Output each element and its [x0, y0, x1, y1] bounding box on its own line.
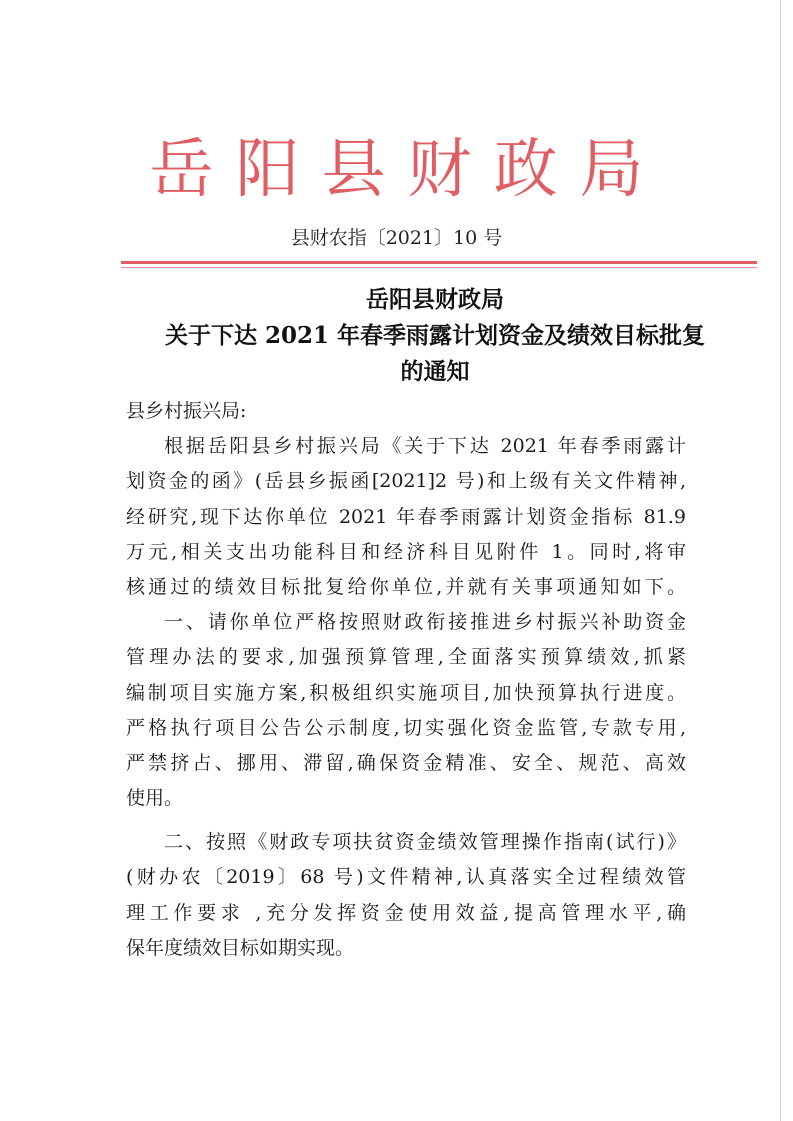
red-letterhead: 岳阳县财政局 [149, 133, 666, 207]
paragraph-line: 经研究,现下达你单位 2021 年春季雨露计划资金指标 81.9 [126, 505, 686, 528]
paragraph-line: 理工作要求 ,充分发挥资金使用效益,提高管理水平,确 [126, 901, 686, 924]
document-body [126, 394, 686, 966]
paragraph-line: 二、按照《财政专项扶贫资金绩效管理操作指南(试行)》 [164, 831, 686, 854]
title-line-suffix: 的通知 [400, 358, 470, 385]
red-separator-line [121, 261, 757, 264]
red-separator-line-thin [121, 267, 757, 268]
paragraph-1 [126, 429, 686, 605]
paragraph-line: 严格执行项目公告公示制度,切实强化资金监管,专款专用, [126, 716, 686, 739]
paragraph-line: 严禁挤占、挪用、滞留,确保资金精准、安全、规范、高效 [126, 751, 686, 774]
paragraph-line: 管理办法的要求,加强预算管理,全面落实预算绩效,抓紧 [126, 646, 686, 669]
paragraph-line: 编制项目实施方案,积极组织实施项目,加快预算执行进度。 [126, 681, 686, 704]
paragraph-line: 保年度绩效目标如期实现。 [126, 936, 355, 959]
paragraph-3 [126, 825, 686, 966]
document-title [125, 282, 745, 390]
document-number: 县财农指〔2021〕10 号 [290, 227, 503, 249]
paragraph-2 [126, 605, 686, 816]
title-line-subject: 关于下达 2021 年春季雨露计划资金及绩效目标批复 [164, 322, 706, 349]
paragraph-line: 一、请你单位严格按照财政衔接推进乡村振兴补助资金 [164, 611, 686, 634]
paragraph-line: 划资金的函》(岳县乡振函[2021]2 号)和上级有关文件精神, [126, 470, 686, 493]
scan-edge-line [780, 0, 781, 1121]
paragraph-line: 核通过的绩效目标批复给你单位,并就有关事项通知如下。 [126, 575, 686, 598]
salutation: 县乡村振兴局: [126, 400, 247, 422]
paragraph-line: 使用。 [126, 787, 184, 810]
paragraph-line: 根据岳阳县乡村振兴局《关于下达 2021 年春季雨露计 [164, 435, 686, 458]
paragraph-line: (财办农〔2019〕68 号)文件精神,认真落实全过程绩效管 [126, 866, 686, 889]
title-line-issuer: 岳阳县财政局 [366, 286, 504, 313]
paragraph-line: 万元,相关支出功能科目和经济科目见附件 1。同时,将审 [126, 540, 686, 563]
